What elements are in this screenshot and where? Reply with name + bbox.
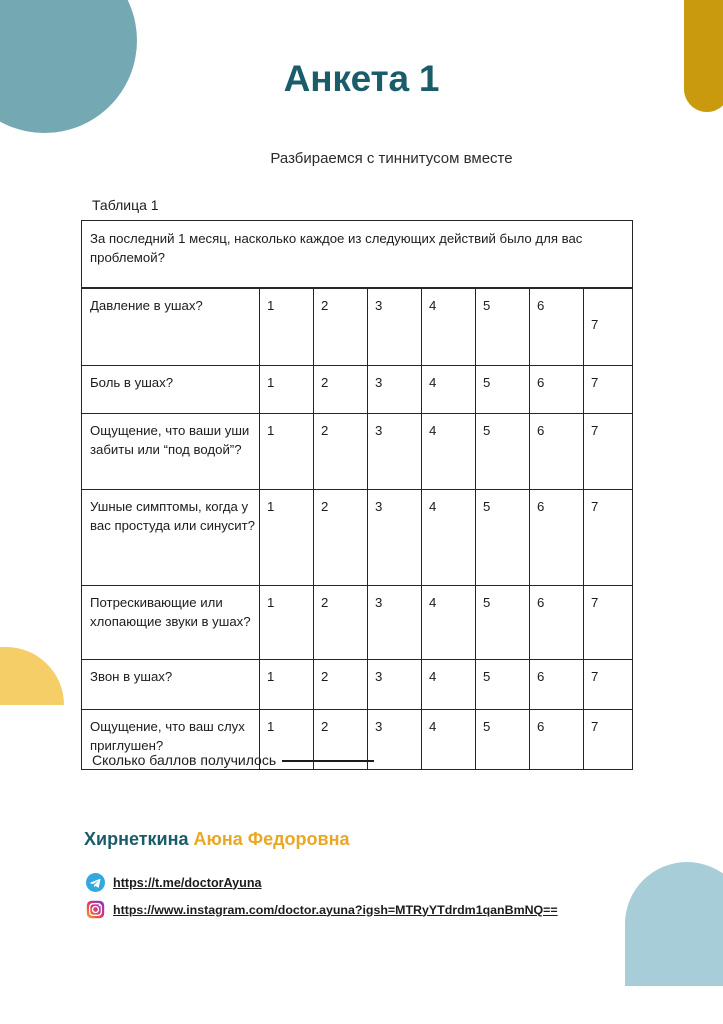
rating-option-3[interactable]: 3	[368, 366, 422, 414]
telegram-icon	[86, 873, 105, 892]
rating-option-1[interactable]: 1	[260, 660, 314, 710]
decorative-quarter-circle-left	[0, 647, 64, 705]
table-row	[82, 660, 633, 710]
rating-option-2[interactable]: 2	[314, 414, 368, 490]
rating-option-7[interactable]: 7	[584, 366, 633, 414]
table-row	[82, 490, 633, 586]
rating-option-2[interactable]: 2	[314, 660, 368, 710]
rating-option-3[interactable]: 3	[368, 660, 422, 710]
author-last-name: Хирнеткина	[84, 829, 189, 849]
page-subtitle: Разбираемся с тиннитусом вместе	[270, 150, 513, 167]
rating-option-6[interactable]: 6	[530, 490, 584, 586]
rating-option-7[interactable]: 7	[584, 710, 633, 770]
rating-option-3[interactable]: 3	[368, 710, 422, 770]
rating-option-1[interactable]: 1	[260, 586, 314, 660]
rating-option-6[interactable]: 6	[530, 710, 584, 770]
table-caption: Таблица 1	[92, 197, 159, 213]
table-row	[82, 366, 633, 414]
page-title: Анкета 1	[283, 58, 440, 99]
table-body	[82, 221, 633, 770]
question-cell: Потрескивающие или хлопающие звуки в ушах?	[82, 586, 260, 660]
rating-option-3[interactable]: 3	[368, 288, 422, 366]
rating-option-7[interactable]: 7	[584, 414, 633, 490]
rating-option-4[interactable]: 4	[422, 366, 476, 414]
instagram-link-row[interactable]	[86, 900, 558, 919]
rating-option-6[interactable]: 6	[530, 586, 584, 660]
rating-option-4[interactable]: 4	[422, 288, 476, 366]
rating-option-3[interactable]: 3	[368, 490, 422, 586]
telegram-link-row[interactable]	[86, 873, 262, 892]
question-cell: Звон в ушах?	[82, 660, 260, 710]
rating-option-6[interactable]: 6	[530, 366, 584, 414]
rating-option-4[interactable]: 4	[422, 414, 476, 490]
rating-option-1[interactable]: 1	[260, 288, 314, 366]
rating-option-7[interactable]: 7	[584, 660, 633, 710]
table-header-row	[82, 221, 633, 289]
rating-option-7[interactable]: 7	[584, 288, 633, 366]
author-first-name: Аюна Федоровна	[193, 829, 350, 849]
rating-option-1[interactable]: 1	[260, 490, 314, 586]
table-row	[82, 288, 633, 366]
question-cell: Ощущение, что ваш слух приглушен?	[82, 710, 260, 770]
rating-option-3[interactable]: 3	[368, 414, 422, 490]
question-cell: Боль в ушах?	[82, 366, 260, 414]
rating-option-5[interactable]: 5	[476, 288, 530, 366]
score-label: Сколько баллов получилось	[92, 752, 277, 768]
decorative-semicircle-bottom-right	[625, 862, 723, 986]
rating-option-3[interactable]: 3	[368, 586, 422, 660]
rating-option-2[interactable]: 2	[314, 366, 368, 414]
rating-option-2[interactable]: 2	[314, 710, 368, 770]
table-header-question: За последний 1 месяц, насколько каждое из следующих действий было для вас проблемой?	[82, 221, 633, 289]
rating-option-7[interactable]: 7	[584, 490, 633, 586]
rating-option-5[interactable]: 5	[476, 414, 530, 490]
author-signature	[84, 829, 350, 850]
question-cell: Давление в ушах?	[82, 288, 260, 366]
rating-option-7[interactable]: 7	[584, 586, 633, 660]
question-cell: Ощущение, что ваши уши забиты или “под водой”?	[82, 414, 260, 490]
table-row	[82, 414, 633, 490]
rating-option-5[interactable]: 5	[476, 660, 530, 710]
score-line	[92, 752, 374, 768]
rating-option-6[interactable]: 6	[530, 288, 584, 366]
rating-option-4[interactable]: 4	[422, 490, 476, 586]
rating-option-4[interactable]: 4	[422, 660, 476, 710]
score-blank-field[interactable]	[282, 760, 374, 762]
telegram-link-text[interactable]: https://t.me/doctorAyuna	[113, 875, 262, 890]
instagram-link-text[interactable]: https://www.instagram.com/doctor.ayuna?igsh=MTRyYTdrdm1qanBmNQ==	[113, 902, 558, 917]
rating-option-1[interactable]: 1	[260, 414, 314, 490]
rating-option-4[interactable]: 4	[422, 710, 476, 770]
rating-option-6[interactable]: 6	[530, 660, 584, 710]
rating-option-6[interactable]: 6	[530, 414, 584, 490]
rating-option-5[interactable]: 5	[476, 586, 530, 660]
rating-option-2[interactable]: 2	[314, 288, 368, 366]
instagram-icon	[86, 900, 105, 919]
table-row	[82, 586, 633, 660]
rating-option-1[interactable]: 1	[260, 710, 314, 770]
rating-option-5[interactable]: 5	[476, 710, 530, 770]
rating-option-5[interactable]: 5	[476, 366, 530, 414]
rating-option-4[interactable]: 4	[422, 586, 476, 660]
rating-option-2[interactable]: 2	[314, 586, 368, 660]
rating-option-1[interactable]: 1	[260, 366, 314, 414]
rating-option-2[interactable]: 2	[314, 490, 368, 586]
rating-option-5[interactable]: 5	[476, 490, 530, 586]
questionnaire-table	[81, 220, 633, 770]
question-cell: Ушные симптомы, когда у вас простуда или синусит?	[82, 490, 260, 586]
